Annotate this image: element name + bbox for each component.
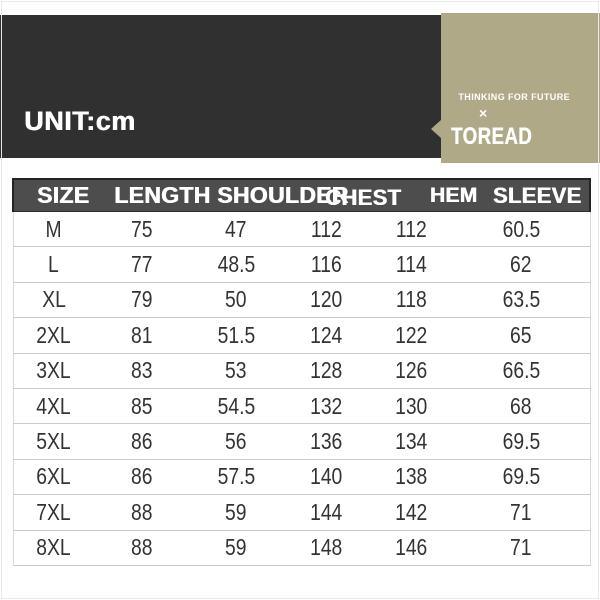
column-header-chest: CHEST <box>282 179 370 212</box>
value-cell: 60.5 <box>453 212 590 247</box>
value-cell: 53 <box>190 353 282 388</box>
value-cell: 142 <box>370 495 453 530</box>
value-cell: 48.5 <box>190 247 282 282</box>
table-row <box>13 495 590 530</box>
value-cell: 112 <box>370 212 453 247</box>
size-cell: 2XL <box>13 318 94 353</box>
size-cell: 8XL <box>13 530 94 565</box>
value-cell: 146 <box>370 530 453 565</box>
value-cell: 128 <box>282 353 370 388</box>
value-cell: 68 <box>453 388 590 423</box>
panel-notch-pointer <box>431 120 441 138</box>
value-cell: 50 <box>190 282 282 317</box>
value-cell: 112 <box>282 212 370 247</box>
size-cell: 5XL <box>13 424 94 459</box>
value-cell: 122 <box>370 318 453 353</box>
size-table <box>12 178 591 566</box>
value-cell: 79 <box>94 282 190 317</box>
value-cell: 56 <box>190 424 282 459</box>
value-cell: 138 <box>370 459 453 494</box>
value-cell: 126 <box>370 353 453 388</box>
column-header-size: SIZE <box>13 179 94 212</box>
table-row <box>13 459 590 494</box>
value-cell: 85 <box>94 388 190 423</box>
value-cell: 140 <box>282 459 370 494</box>
column-header-length: LENGTH <box>94 179 190 212</box>
value-cell: 132 <box>282 388 370 423</box>
value-cell: 59 <box>190 495 282 530</box>
value-cell: 59 <box>190 530 282 565</box>
value-cell: 62 <box>453 247 590 282</box>
value-cell: 88 <box>94 530 190 565</box>
value-cell: 136 <box>282 424 370 459</box>
value-cell: 114 <box>370 247 453 282</box>
value-cell: 71 <box>453 495 590 530</box>
size-cell: 6XL <box>13 459 94 494</box>
value-cell: 77 <box>94 247 190 282</box>
value-cell: 57.5 <box>190 459 282 494</box>
brand-tagline: THINKING FOR FUTURE <box>458 92 570 102</box>
size-cell: 7XL <box>13 495 94 530</box>
value-cell: 75 <box>94 212 190 247</box>
table-row <box>13 212 590 247</box>
table-row <box>13 388 590 423</box>
size-cell: XL <box>13 282 94 317</box>
table-row <box>13 282 590 317</box>
table-row <box>13 424 590 459</box>
brand-logo <box>451 123 555 151</box>
value-cell: 65 <box>453 318 590 353</box>
value-cell: 47 <box>190 212 282 247</box>
size-cell: M <box>13 212 94 247</box>
value-cell: 148 <box>282 530 370 565</box>
value-cell: 88 <box>94 495 190 530</box>
value-cell: 81 <box>94 318 190 353</box>
value-cell: 134 <box>370 424 453 459</box>
size-table-header <box>13 179 590 212</box>
size-cell: 3XL <box>13 353 94 388</box>
value-cell: 144 <box>282 495 370 530</box>
value-cell: 116 <box>282 247 370 282</box>
value-cell: 69.5 <box>453 424 590 459</box>
table-row <box>13 318 590 353</box>
value-cell: 124 <box>282 318 370 353</box>
header-row <box>13 179 590 212</box>
brand-cross-icon: × <box>479 105 488 121</box>
value-cell: 120 <box>282 282 370 317</box>
size-cell: 4XL <box>13 388 94 423</box>
table-row <box>13 247 590 282</box>
column-header-hem: HEM <box>370 179 453 212</box>
size-cell: L <box>13 247 94 282</box>
value-cell: 118 <box>370 282 453 317</box>
value-cell: 69.5 <box>453 459 590 494</box>
value-cell: 86 <box>94 459 190 494</box>
size-table-body <box>13 212 590 566</box>
value-cell: 71 <box>453 530 590 565</box>
unit-banner <box>0 15 441 158</box>
brand-panel <box>441 13 600 163</box>
table-row <box>13 353 590 388</box>
value-cell: 54.5 <box>190 388 282 423</box>
column-header-sleeve: SLEEVE <box>453 179 590 212</box>
unit-label: UNIT:cm <box>24 106 136 136</box>
value-cell: 51.5 <box>190 318 282 353</box>
value-cell: 63.5 <box>453 282 590 317</box>
table-row <box>13 530 590 565</box>
value-cell: 130 <box>370 388 453 423</box>
column-header-shoulder: SHOULDER <box>190 179 282 212</box>
brand-logo-text: TOREAD <box>451 123 533 150</box>
value-cell: 83 <box>94 353 190 388</box>
value-cell: 86 <box>94 424 190 459</box>
value-cell: 66.5 <box>453 353 590 388</box>
